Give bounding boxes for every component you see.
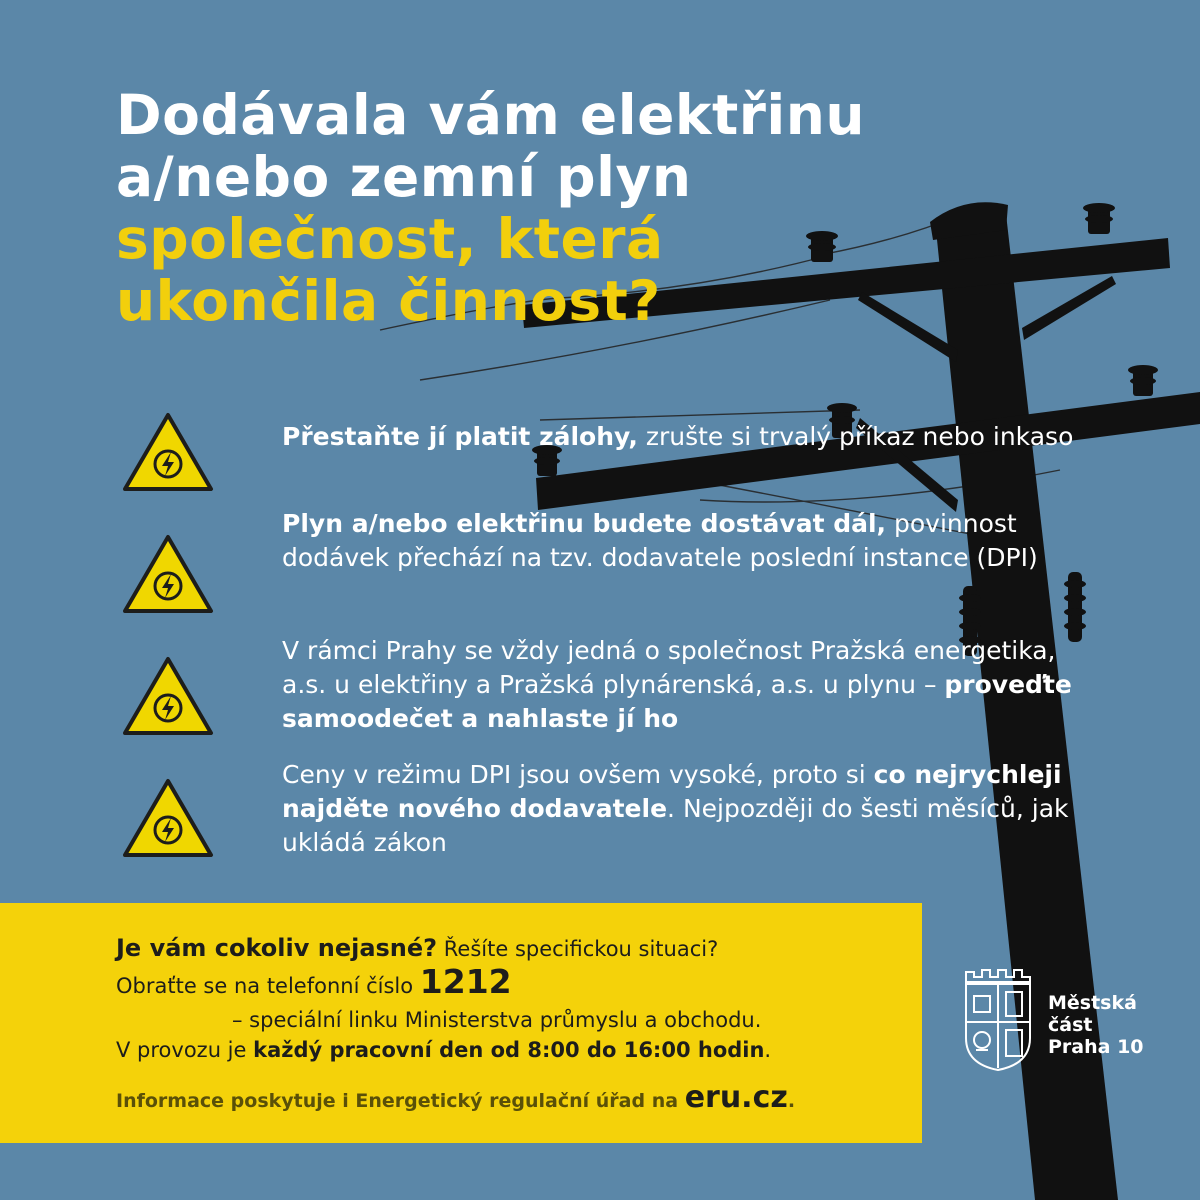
warning-triangle-lightning-icon xyxy=(122,778,214,858)
info-source-line xyxy=(116,1080,796,1116)
headline-highlight-line-2: ukončila činnost? xyxy=(116,269,661,333)
bullet-2-bold: Plyn a/nebo elektřinu budete dostávat dál, xyxy=(282,509,887,538)
bullet-text-3 xyxy=(282,634,1102,736)
bullet-4-normal-before: Ceny v režimu DPI jsou ovšem vysoké, proto si xyxy=(282,760,874,789)
info-box xyxy=(0,903,922,1143)
district-line-2: část xyxy=(1048,1014,1093,1036)
info-hours-line xyxy=(116,1035,771,1065)
bullet-text-2 xyxy=(282,507,1102,575)
info-hours-prefix: V provozu je xyxy=(116,1038,254,1062)
info-question-bold: Je vám cokoliv nejasné? xyxy=(116,934,438,962)
bullet-1-rest: zrušte si trvalý příkaz nebo inkaso xyxy=(637,422,1074,451)
info-question-rest: Řešíte specifickou situaci? xyxy=(437,937,719,961)
headline xyxy=(116,84,1016,332)
coat-of-arms-icon xyxy=(962,968,1034,1072)
bullet-1-bold: Přestaňte jí platit zálohy, xyxy=(282,422,638,451)
info-phone-line xyxy=(116,962,512,1001)
bullet-text-4 xyxy=(282,758,1102,860)
district-line-1: Městská xyxy=(1048,992,1137,1014)
bullet-4-normal-after: . Nejpozději do šesti měsíců, jak ukládá zákon xyxy=(282,794,1069,857)
bullet-4-bold: co nejrychleji najděte nového dodavatele xyxy=(282,760,1062,823)
phone-number[interactable]: 1212 xyxy=(419,962,512,1001)
warning-triangle-lightning-icon xyxy=(122,534,214,614)
district-line-3: Praha 10 xyxy=(1048,1036,1144,1058)
warning-triangle-lightning-icon xyxy=(122,656,214,736)
bullet-text-1 xyxy=(282,420,1102,454)
headline-highlight-line-1: společnost, která xyxy=(116,207,664,271)
headline-line-1: Dodávala vám elektřinu xyxy=(116,83,866,147)
headline-line-2: a/nebo zemní plyn xyxy=(116,145,692,209)
info-line-description xyxy=(232,1005,761,1035)
info-line-desc-text: – speciální linku Ministerstva průmyslu a obchodu. xyxy=(232,1008,762,1032)
info-hours-bold: každý pracovní den od 8:00 do 16:00 hodin xyxy=(253,1038,765,1062)
warning-triangle-lightning-icon xyxy=(122,412,214,492)
info-hours-suffix: . xyxy=(764,1038,772,1062)
info-source-text: Informace poskytuje i Energetický regulační úřad na xyxy=(116,1090,685,1112)
district-name xyxy=(1048,992,1178,1058)
info-source-suffix: . xyxy=(787,1090,796,1112)
info-question-line xyxy=(116,933,718,964)
eru-link[interactable]: eru.cz xyxy=(684,1080,788,1115)
bullet-2-rest: povinnost dodávek přechází na tzv. dodavatele poslední instance (DPI) xyxy=(282,509,1038,572)
bullet-3-normal: V rámci Prahy se vždy jedná o společnost Pražská energetika, a.s. u elektřiny a Pražská plynárenská, a.s. u plynu – xyxy=(282,636,1056,699)
bullet-3-bold: proveďte samoodečet a nahlaste jí ho xyxy=(282,670,1072,733)
info-phone-prefix: Obraťte se na telefonní číslo xyxy=(116,974,420,998)
